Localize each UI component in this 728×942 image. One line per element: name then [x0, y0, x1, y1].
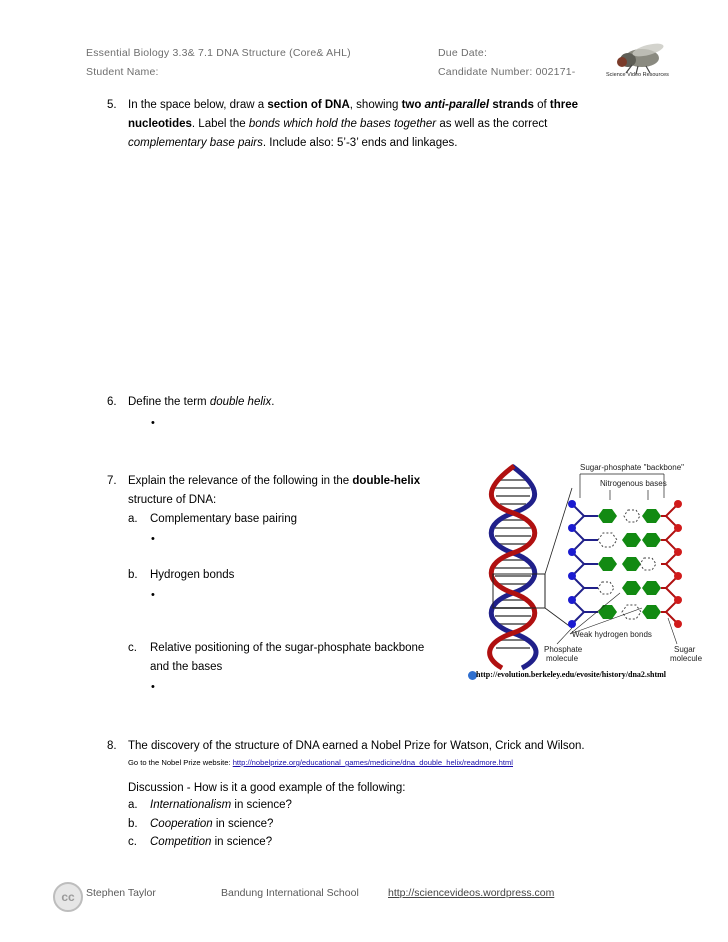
- q6-number: 6.: [107, 396, 117, 408]
- double-helix-drawing: [490, 466, 545, 668]
- q8-goto: Go to the Nobel Prize website: http://nobelprize.org/educational_games/medicine/dna_double_helix/readmore.html: [128, 758, 513, 767]
- dna-figure: [462, 458, 703, 688]
- candidate-number-label: Candidate Number: 002171-: [438, 66, 576, 78]
- student-name-label: Student Name:: [86, 66, 159, 78]
- label-phosphate-1: Phosphate: [544, 645, 583, 654]
- left-backbone: [568, 500, 584, 628]
- q7-b-bullet: •: [151, 589, 155, 601]
- figure-caption: http://evolution.berkeley.edu/evosite/history/dna2.shtml: [476, 670, 667, 679]
- q5-line1: In the space below, draw a section of DNA, showing two anti-parallel strands of three: [128, 99, 578, 111]
- q8-text: The discovery of the structure of DNA earned a Nobel Prize for Watson, Crick and Wilson.: [128, 740, 585, 752]
- q5-line2: nucleotides. Label the bonds which hold the bases together as well as the correct: [128, 118, 548, 130]
- q8-b: b. Cooperation in science?: [128, 818, 274, 830]
- q7-c-line2: and the bases: [150, 661, 223, 673]
- label-sugar-2: molecule: [670, 654, 703, 663]
- nobel-link[interactable]: http://nobelprize.org/educational_games/medicine/dna_double_helix/readmore.html: [232, 758, 513, 767]
- fly-logo: [606, 40, 672, 82]
- q7-c-bullet: •: [151, 681, 155, 693]
- q7-number: 7.: [107, 475, 117, 487]
- footer-school: Bandung International School: [221, 887, 359, 899]
- label-sugar-1: Sugar: [674, 645, 696, 654]
- q7-b: b. Hydrogen bonds: [128, 569, 235, 581]
- label-hbonds: Weak hydrogen bonds: [572, 630, 652, 639]
- creative-commons-icon: cc: [53, 882, 83, 912]
- course-title: Essential Biology 3.3& 7.1 DNA Structure (Core& AHL): [86, 47, 351, 59]
- logo-text: Science Video Resources: [606, 72, 669, 78]
- q6-bullet: •: [151, 417, 155, 429]
- footer-site-link[interactable]: http://sciencevideos.wordpress.com: [388, 887, 555, 899]
- q5-number: 5.: [107, 99, 117, 111]
- q7-line1: Explain the relevance of the following in the double-helix: [128, 475, 421, 487]
- q8-c: c. Competition in science?: [128, 836, 273, 848]
- q5-line3: complementary base pairs. Include also: 5’-3’ ends and linkages.: [128, 137, 458, 149]
- base-pairs: [584, 509, 666, 619]
- dna-diagram: [462, 458, 703, 673]
- q8-discussion: Discussion - How is it a good example of the following:: [128, 782, 406, 794]
- label-phosphate-2: molecule: [546, 654, 579, 663]
- q7-a: a. Complementary base pairing: [128, 513, 298, 525]
- label-bases: Nitrogenous bases: [600, 479, 667, 488]
- right-backbone: [666, 500, 682, 628]
- footer-author: Stephen Taylor: [86, 887, 156, 899]
- q8-number: 8.: [107, 740, 117, 752]
- due-date-label: Due Date:: [438, 47, 488, 59]
- q8-a: a. Internationalism in science?: [128, 799, 292, 811]
- q7-c: c. Relative positioning of the sugar-phosphate backbone: [128, 642, 425, 654]
- q6-text: Define the term double helix.: [128, 396, 275, 408]
- q7-line2: structure of DNA:: [128, 494, 217, 506]
- label-backbone: Sugar-phosphate "backbone": [580, 463, 684, 472]
- q7-a-bullet: •: [151, 533, 155, 545]
